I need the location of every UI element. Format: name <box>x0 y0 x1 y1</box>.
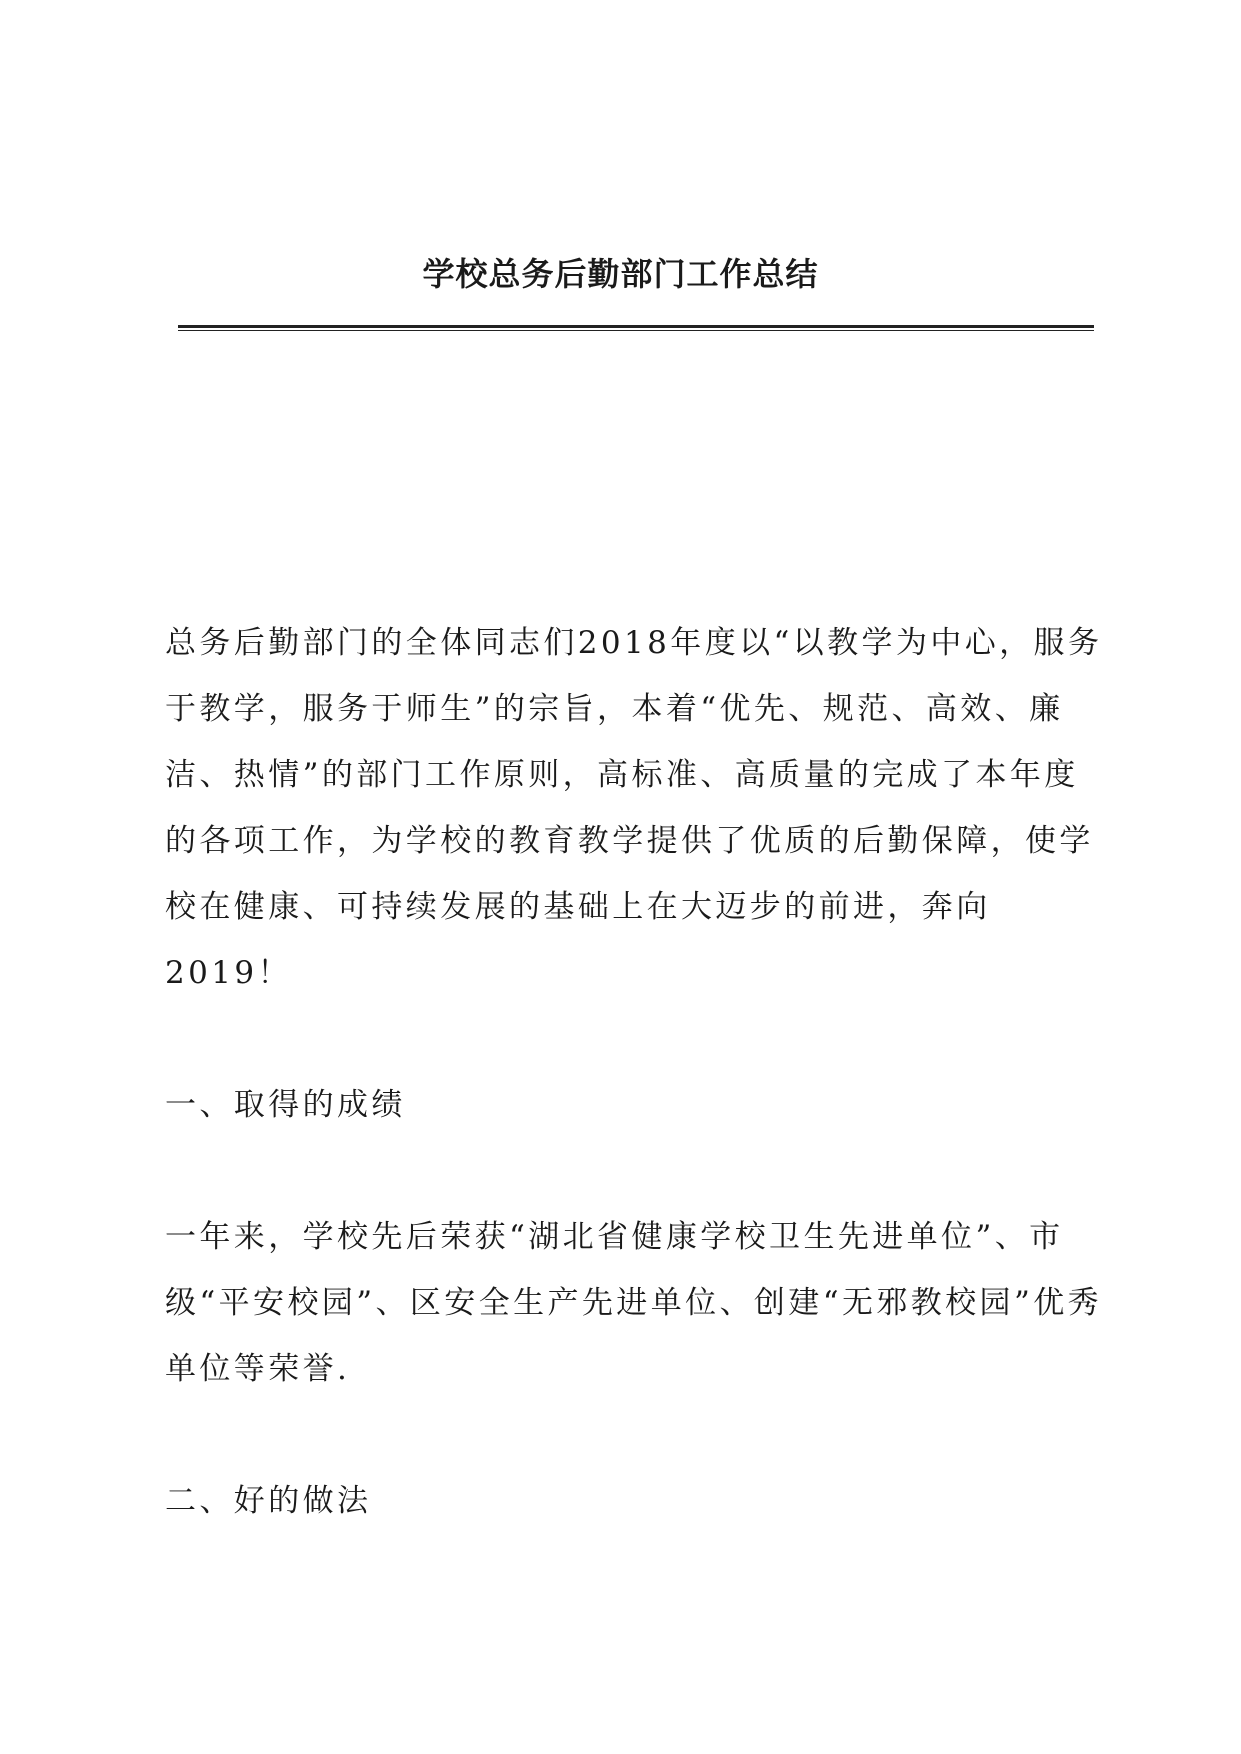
document-body <box>165 610 1105 1534</box>
document-title: 学校总务后勤部门工作总结 <box>422 255 819 293</box>
section-heading-achievements: 一、取得的成绩 <box>165 1087 406 1123</box>
intro-paragraph: 总务后勤部门的全体同志们2018年度以“以教学为中心，服务于教学，服务于师生”的宗旨，本着“优先、规范、高效、廉洁、热情”的部门工作原则，高标准、高质量的完成了本年度的各项工作，为学校的教育教学提供了优质的后勤保障，使学校在健康、可持续发展的基础上在大迈步的前进，奔向2019！ <box>165 625 1103 991</box>
section-heading-practices: 二、好的做法 <box>165 1483 372 1519</box>
achievements-paragraph: 一年来，学校先后荣获“湖北省健康学校卫生先进单位”、市级“平安校园”、区安全生产先进单位、创建“无邪教校园”优秀单位等荣誉. <box>165 1219 1102 1387</box>
title-divider <box>178 325 1094 331</box>
